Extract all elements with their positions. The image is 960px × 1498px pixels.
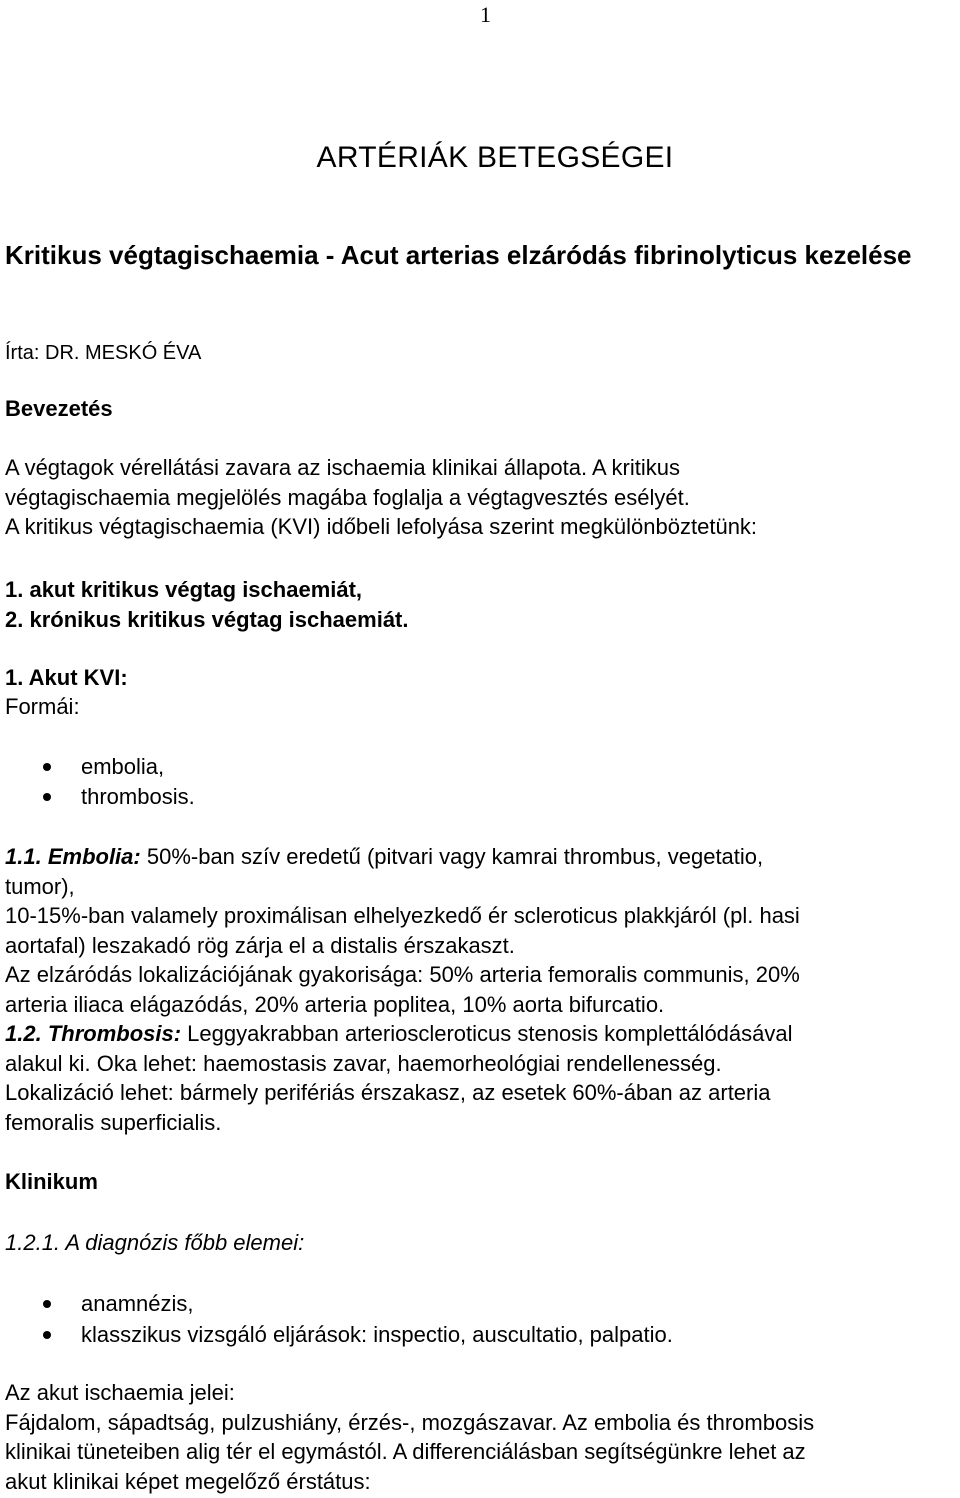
intro-line: A kritikus végtagischaemia (KVI) időbeli lefolyása szerint megkülönböztetünk: <box>5 514 758 539</box>
diagnosis-list <box>5 1288 673 1350</box>
signs-section <box>5 1378 960 1496</box>
thrombosis-text: Leggyakrabban arterioscleroticus stenosis komplettálódásával <box>181 1021 793 1046</box>
list-item <box>5 752 195 782</box>
intro-line: A végtagok vérellátási zavara az ischaemia klinikai állapota. A kritikus <box>5 455 681 480</box>
embolia-line: 10-15%-ban valamely proximálisan elhelyezkedő ér scleroticus plakkjáról (pl. hasi <box>5 903 800 928</box>
list-item-text: klasszikus vizsgáló eljárások: inspectio, auscultatio, palpatio. <box>81 1322 673 1347</box>
intro-paragraph <box>5 453 757 542</box>
page-number: 1 <box>480 2 491 27</box>
signs-line: akut klinikai képet megelőző érstátus: <box>5 1468 371 1494</box>
list-item <box>5 782 195 812</box>
bullet-icon <box>43 763 51 771</box>
document-title: ARTÉRIÁK BETEGSÉGEI <box>316 141 674 174</box>
bullet-icon <box>43 793 51 801</box>
signs-label: Az akut ischaemia jelei: <box>5 1380 235 1405</box>
embolia-line <box>5 842 955 872</box>
bullet-icon <box>43 1300 51 1308</box>
thrombosis-label: Thrombosis: <box>47 1021 182 1046</box>
embolia-text: 50%-ban szív eredetű (pitvari vagy kamrai thrombus, vegetatio, <box>140 844 764 869</box>
list-item-text: anamnézis, <box>81 1291 194 1316</box>
forms-label: Formái: <box>5 694 80 719</box>
intro-line: végtagischaemia megjelölés magába foglalja a végtagvesztés esélyét. <box>5 484 690 510</box>
list-item <box>5 1288 673 1319</box>
thrombosis-line: femoralis superficialis. <box>5 1109 222 1135</box>
signs-line: Fájdalom, sápadtság, pulzushiány, érzés-, mozgászavar. Az embolia és thrombosis <box>5 1409 815 1435</box>
author-line: Írta: DR. MESKÓ ÉVA <box>5 342 202 364</box>
thrombosis-line: alakul ki. Oka lehet: haemostasis zavar, haemorheológiai rendellenesség. <box>5 1050 722 1076</box>
embolia-line: aortafal) leszakadó rög zárja el a distalis érszakaszt. <box>5 932 515 958</box>
embolia-label: Embolia: <box>47 844 141 869</box>
list-item-text: embolia, <box>81 754 165 779</box>
diagnosis-heading: 1.2.1. A diagnózis főbb elemei: <box>5 1230 305 1255</box>
document-subtitle: Kritikus végtagischaemia - Acut arterias elzáródás fibrinolyticus kezelése <box>5 240 912 270</box>
bullet-icon <box>43 1331 51 1339</box>
kvi-type-chronic: 2. krónikus kritikus végtag ischaemiát. <box>5 607 409 632</box>
embolia-section <box>5 842 955 1137</box>
thrombosis-number: 1.2. <box>5 1021 42 1046</box>
intro-heading: Bevezetés <box>5 396 113 421</box>
signs-line: klinikai tüneteiben alig tér el egymástól. A differenciálásban segítségünkre lehet az <box>5 1439 806 1464</box>
embolia-line: arteria iliaca elágazódás, 20% arteria poplitea, 10% aorta bifurcatio. <box>5 991 665 1017</box>
thrombosis-line: Lokalizáció lehet: bármely perifériás érszakasz, az esetek 60%-ában az arteria <box>5 1080 771 1105</box>
embolia-line: Az elzáródás lokalizációjának gyakorisága: 50% arteria femoralis communis, 20% <box>5 962 800 987</box>
klinikum-heading: Klinikum <box>5 1169 98 1194</box>
list-item <box>5 1319 673 1350</box>
kvi-type-acute: 1. akut kritikus végtag ischaemiát, <box>5 577 363 602</box>
embolia-number: 1.1. <box>5 844 42 869</box>
kvi-types <box>5 575 409 635</box>
list-item-text: thrombosis. <box>81 784 195 809</box>
thrombosis-line <box>5 1019 955 1049</box>
embolia-line: tumor), <box>5 873 75 899</box>
akut-heading: 1. Akut KVI: <box>5 665 128 690</box>
forms-list <box>5 752 195 812</box>
